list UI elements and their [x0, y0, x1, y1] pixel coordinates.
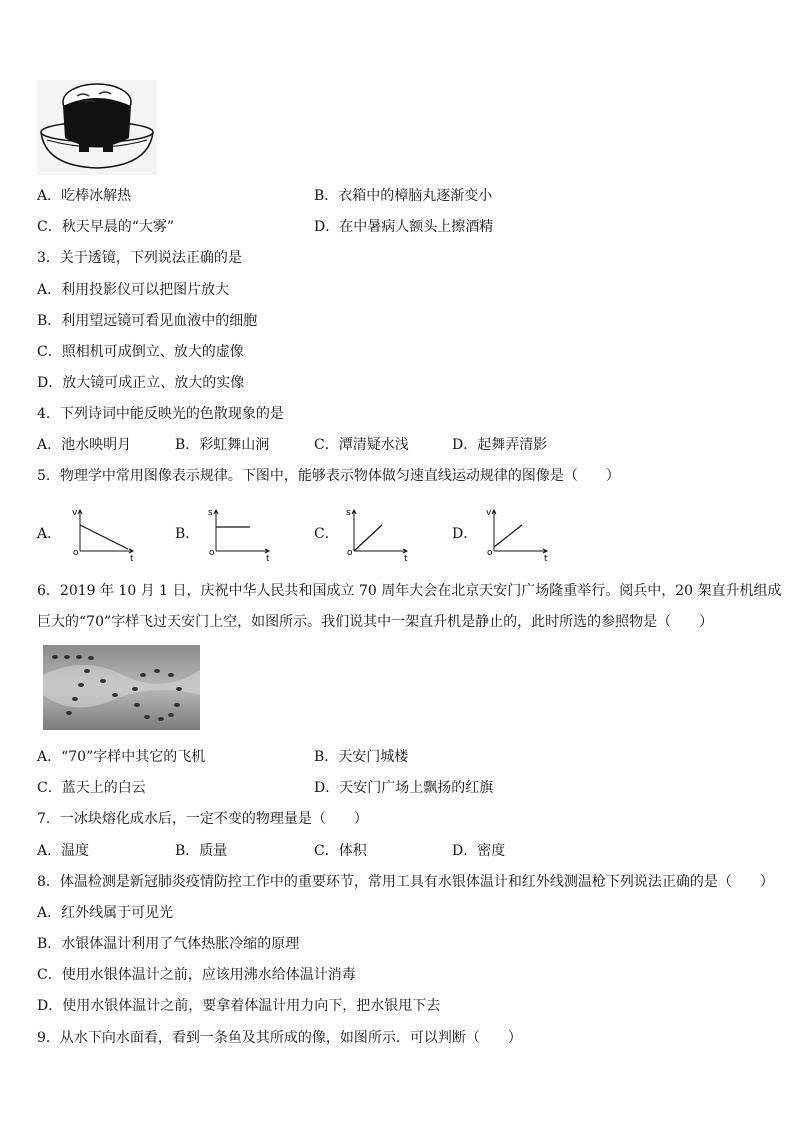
- q8-option-c: C．使用水银体温计之前，应该用沸水给体温计消毒: [37, 967, 356, 983]
- q2-option-d: D．在中暑病人额头上擦酒精: [314, 219, 494, 235]
- q8-option-a: A．红外线属于可见光: [37, 905, 174, 921]
- q5-c-origin-label: o: [347, 548, 353, 558]
- q5-c-y-axis-label: s: [346, 508, 351, 518]
- q8-option-d: D．使用水银体温计之前，要拿着体温计用力向下，把水银甩下去: [37, 998, 441, 1014]
- q2-option-a: A．吃棒冰解热: [37, 188, 132, 204]
- q5-label-d: D．: [452, 526, 478, 542]
- q5-b-y-axis-label: s: [208, 508, 213, 518]
- q8-stem: 8．体温检测是新冠肺炎疫情防控工作中的重要环节，常用工具有水银体温计和红外线测温枪下列说法正确的是（ ）: [37, 874, 774, 890]
- q3-option-a: A．利用投影仪可以把图片放大: [37, 282, 230, 298]
- q5-d-y-axis-label: v: [486, 508, 492, 518]
- q3-option-d: D．放大镜可成正立、放大的实像: [37, 375, 245, 391]
- q5-b-x-axis-label: t: [266, 554, 270, 563]
- q2-option-b: B．衣箱中的樟脑丸逐渐变小: [314, 188, 493, 204]
- q7-option-b: B．质量: [175, 843, 228, 859]
- q5-graph-b: [204, 505, 276, 563]
- q4-option-d: D．起舞弄清影: [452, 437, 548, 453]
- q5-graph-c: [342, 505, 414, 563]
- q5-d-origin-label: o: [487, 548, 493, 558]
- q6-option-b: B．天安门城楼: [314, 749, 409, 765]
- q4-stem: 4．下列诗词中能反映光的色散现象的是: [37, 406, 284, 422]
- q5-label-b: B．: [175, 526, 200, 542]
- q3-stem: 3．关于透镜，下列说法正确的是: [37, 250, 242, 266]
- q5-a-y-axis-label: v: [72, 508, 78, 518]
- q6-option-d: D．天安门广场上飘扬的红旗: [314, 780, 494, 796]
- q5-a-x-axis-label: t: [130, 554, 134, 563]
- q5-c-x-axis-label: t: [404, 554, 408, 563]
- q4-option-c: C．潭清疑水浅: [314, 437, 409, 453]
- q5-d-x-axis-label: t: [544, 554, 548, 563]
- q4-option-a: A．池水映明月: [37, 437, 132, 453]
- q5-a-origin-label: o: [73, 548, 79, 558]
- q5-label-a: A．: [37, 526, 62, 542]
- q5-graph-d: [482, 505, 554, 563]
- q7-option-d: D．密度: [452, 843, 506, 859]
- q4-option-b: B．彩虹舞山涧: [175, 437, 270, 453]
- q2-option-c: C．秋天早晨的“大雾”: [37, 219, 175, 235]
- helicopters-70-photo: [43, 645, 200, 730]
- q5-label-c: C．: [314, 526, 339, 542]
- q6-option-c: C．蓝天上的白云: [37, 780, 146, 796]
- q5-b-origin-label: o: [209, 548, 215, 558]
- q5-stem: 5．物理学中常用图像表示规律。下图中，能够表示物体做匀速直线运动规律的图像是（ ）: [37, 468, 620, 484]
- q6-stem-line1: 6．2019 年 10 月 1 日，庆祝中华人民共和国成立 70 周年大会在北京天安门广场隆重举行。阅兵中，20 架直升机组成: [37, 583, 782, 599]
- q6-stem-line2: 巨大的“70”字样飞过天安门上空，如图所示。我们说其中一架直升机是静止的，此时所选的参照物是（ ）: [37, 614, 714, 630]
- q7-option-c: C．体积: [314, 843, 367, 859]
- q8-option-b: B．水银体温计利用了气体热胀冷缩的原理: [37, 936, 300, 952]
- q9-stem: 9．从水下向水面看，看到一条鱼及其所成的像，如图所示．可以判断（ ）: [37, 1030, 522, 1046]
- q7-stem: 7．一冰块熔化成水后，一定不变的物理量是（ ）: [37, 811, 368, 827]
- q3-option-c: C．照相机可成倒立、放大的虚像: [37, 344, 244, 360]
- q7-option-a: A．温度: [37, 843, 90, 859]
- q3-option-b: B．利用望远镜可看见血液中的细胞: [37, 313, 258, 329]
- watermelon-basin-figure: [37, 80, 157, 175]
- q5-graph-a: [68, 505, 140, 563]
- q6-option-a: A．“70”字样中其它的飞机: [37, 749, 206, 765]
